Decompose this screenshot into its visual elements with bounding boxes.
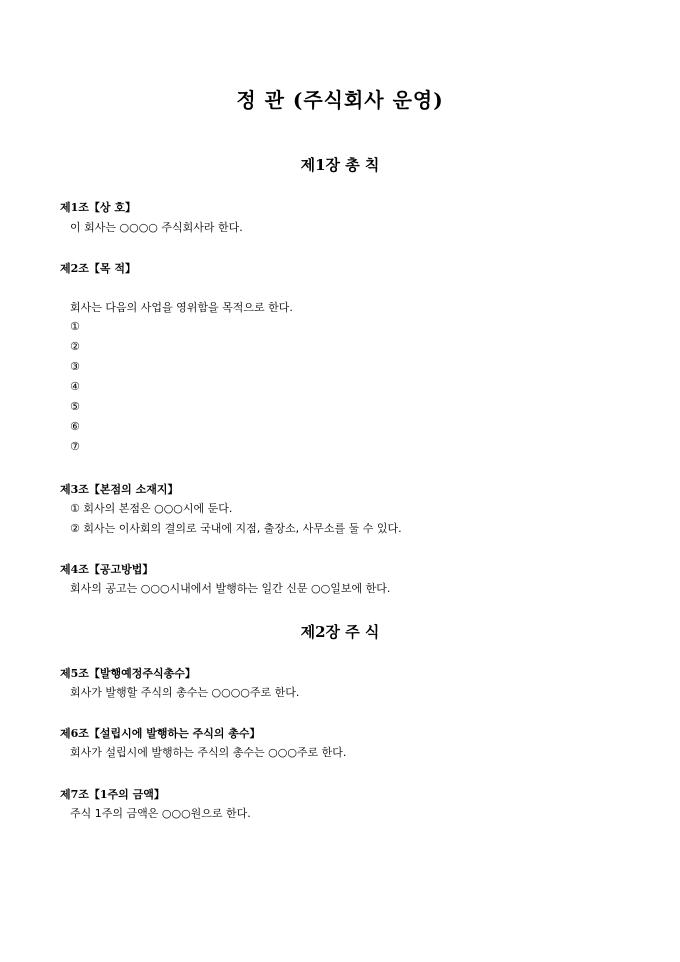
purpose-item: ②	[70, 340, 80, 353]
purpose-item: ⑤	[70, 400, 80, 413]
purpose-item: ⑥	[70, 420, 80, 433]
article-heading: 제3조【본점의 소재지】	[60, 483, 179, 496]
chapter-heading: 제2장 주 식	[300, 623, 380, 641]
document-title: 정 관 (주식회사 운영)	[236, 88, 444, 112]
article-text: 회사의 공고는 ○○○시내에서 발행하는 일간 신문 ○○일보에 한다.	[70, 582, 391, 595]
article-heading: 제6조【설립시에 발행하는 주식의 총수】	[60, 727, 261, 740]
article-text: 회사는 다음의 사업을 영위함을 목적으로 한다.	[70, 301, 293, 314]
article-heading: 제7조【1주의 금액】	[60, 788, 165, 801]
article-heading: 제2조【목 적】	[60, 262, 136, 275]
article-text: 회사가 설립시에 발행하는 주식의 총수는 ○○○주로 한다.	[70, 746, 347, 759]
article-text: ① 회사의 본점은 ○○○시에 둔다.	[70, 502, 233, 515]
purpose-item: ③	[70, 360, 80, 373]
article-heading: 제1조【상 호】	[60, 201, 136, 214]
purpose-item: ①	[70, 320, 80, 333]
chapter-heading: 제1장 총 칙	[300, 156, 380, 174]
article-text: 이 회사는 ○○○○ 주식회사라 한다.	[70, 221, 243, 234]
purpose-item: ⑦	[70, 440, 80, 453]
article-heading: 제5조【발행예정주식총수】	[60, 667, 196, 680]
purpose-item: ④	[70, 380, 80, 393]
article-text: 회사가 발행할 주식의 총수는 ○○○○주로 한다.	[70, 686, 300, 699]
article-text: 주식 1주의 금액은 ○○○원으로 한다.	[70, 807, 251, 820]
article-text: ② 회사는 이사회의 결의로 국내에 지점, 출장소, 사무소를 둘 수 있다.	[70, 522, 402, 535]
article-heading: 제4조【공고방법】	[60, 563, 154, 576]
